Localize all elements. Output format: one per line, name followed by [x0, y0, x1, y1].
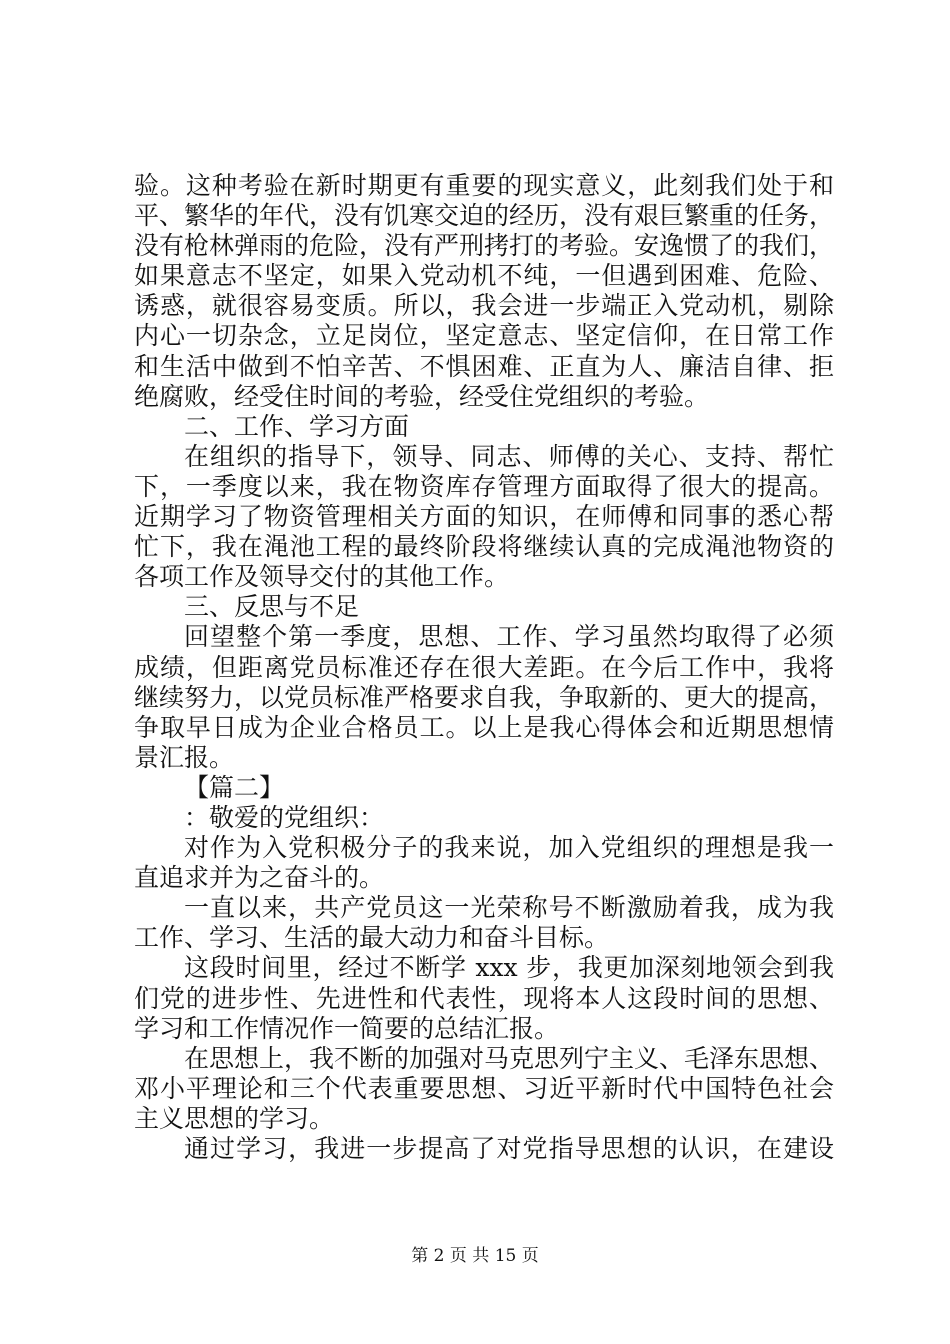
text-line: ：敬爱的党组织： — [184, 802, 385, 832]
text-line: 如果意志不坚定，如果入党动机不纯，一但遇到困难、危险、 — [134, 261, 834, 291]
text-line: 主义思想的学习。 — [134, 1103, 335, 1133]
text-line: 景汇报。 — [134, 742, 235, 772]
text-line: 下，一季度以来，我在物资库存管理方面取得了很大的提高。 — [134, 471, 834, 501]
text-line: 回望整个第一季度，思想、工作、学习虽然均取得了必须 — [184, 622, 834, 652]
text-line: 学习和工作情况作一简要的总结汇报。 — [134, 1013, 560, 1043]
text-line: 和生活中做到不怕辛苦、不惧困难、正直为人、廉洁自律、拒 — [134, 351, 834, 381]
text-line: 二、工作、学习方面 — [184, 411, 410, 441]
text-line: 绝腐败，经受住时间的考验，经受住党组织的考验。 — [134, 381, 710, 411]
page-footer: 第 2 页 共 15 页 — [411, 1246, 539, 1266]
text-line: 对作为入党积极分子的我来说，加入党组织的理想是我一 — [184, 833, 834, 863]
text-line: 直追求并为之奋斗的。 — [134, 863, 385, 893]
text-line: 没有枪林弹雨的危险，没有严刑拷打的考验。安逸惯了的我们， — [134, 231, 835, 261]
text-line: 在组织的指导下，领导、同志、师傅的关心、支持、帮忙 — [184, 441, 834, 471]
text-line: 诱惑，就很容易变质。所以，我会进一步端正入党动机，剔除 — [134, 291, 834, 321]
text-line: 成绩，但距离党员标准还存在很大差距。在今后工作中，我将 — [134, 652, 834, 682]
text-line: 内心一切杂念，立足岗位，坚定意志、坚定信仰，在日常工作 — [134, 321, 834, 351]
text-line: 们党的进步性、先进性和代表性，现将本人这段时间的思想、 — [134, 983, 834, 1013]
text-line: 忙下，我在渑池工程的最终阶段将继续认真的完成渑池物资的 — [134, 532, 834, 562]
text-line: 在思想上，我不断的加强对马克思列宁主义、毛泽东思想、 — [184, 1043, 835, 1073]
document-body — [134, 171, 834, 1164]
text-line: 这段时间里，经过不断学 xxx 步，我更加深刻地领会到我 — [184, 953, 834, 983]
text-line: 近期学习了物资管理相关方面的知识，在师傅和同事的悉心帮 — [134, 502, 834, 532]
text-line: 继续努力，以党员标准严格要求自我，争取新的、更大的提高， — [134, 682, 835, 712]
text-line: 验。这种考验在新时期更有重要的现实意义，此刻我们处于和 — [134, 171, 834, 200]
text-line: 争取早日成为企业合格员工。以上是我心得体会和近期思想情 — [134, 712, 834, 742]
text-line: 平、繁华的年代，没有饥寒交迫的经历，没有艰巨繁重的任务， — [134, 201, 835, 231]
text-line: 工作、学习、生活的最大动力和奋斗目标。 — [134, 923, 610, 953]
text-line: 一直以来，共产党员这一光荣称号不断激励着我，成为我 — [184, 893, 834, 923]
text-line: 【篇二】 — [184, 772, 285, 802]
text-line: 通过学习，我进一步提高了对党指导思想的认识，在建设 — [184, 1134, 834, 1163]
text-line: 各项工作及领导交付的其他工作。 — [134, 562, 510, 592]
text-line: 三、反思与不足 — [184, 592, 360, 622]
text-line: 邓小平理论和三个代表重要思想、习近平新时代中国特色社会 — [134, 1073, 834, 1103]
